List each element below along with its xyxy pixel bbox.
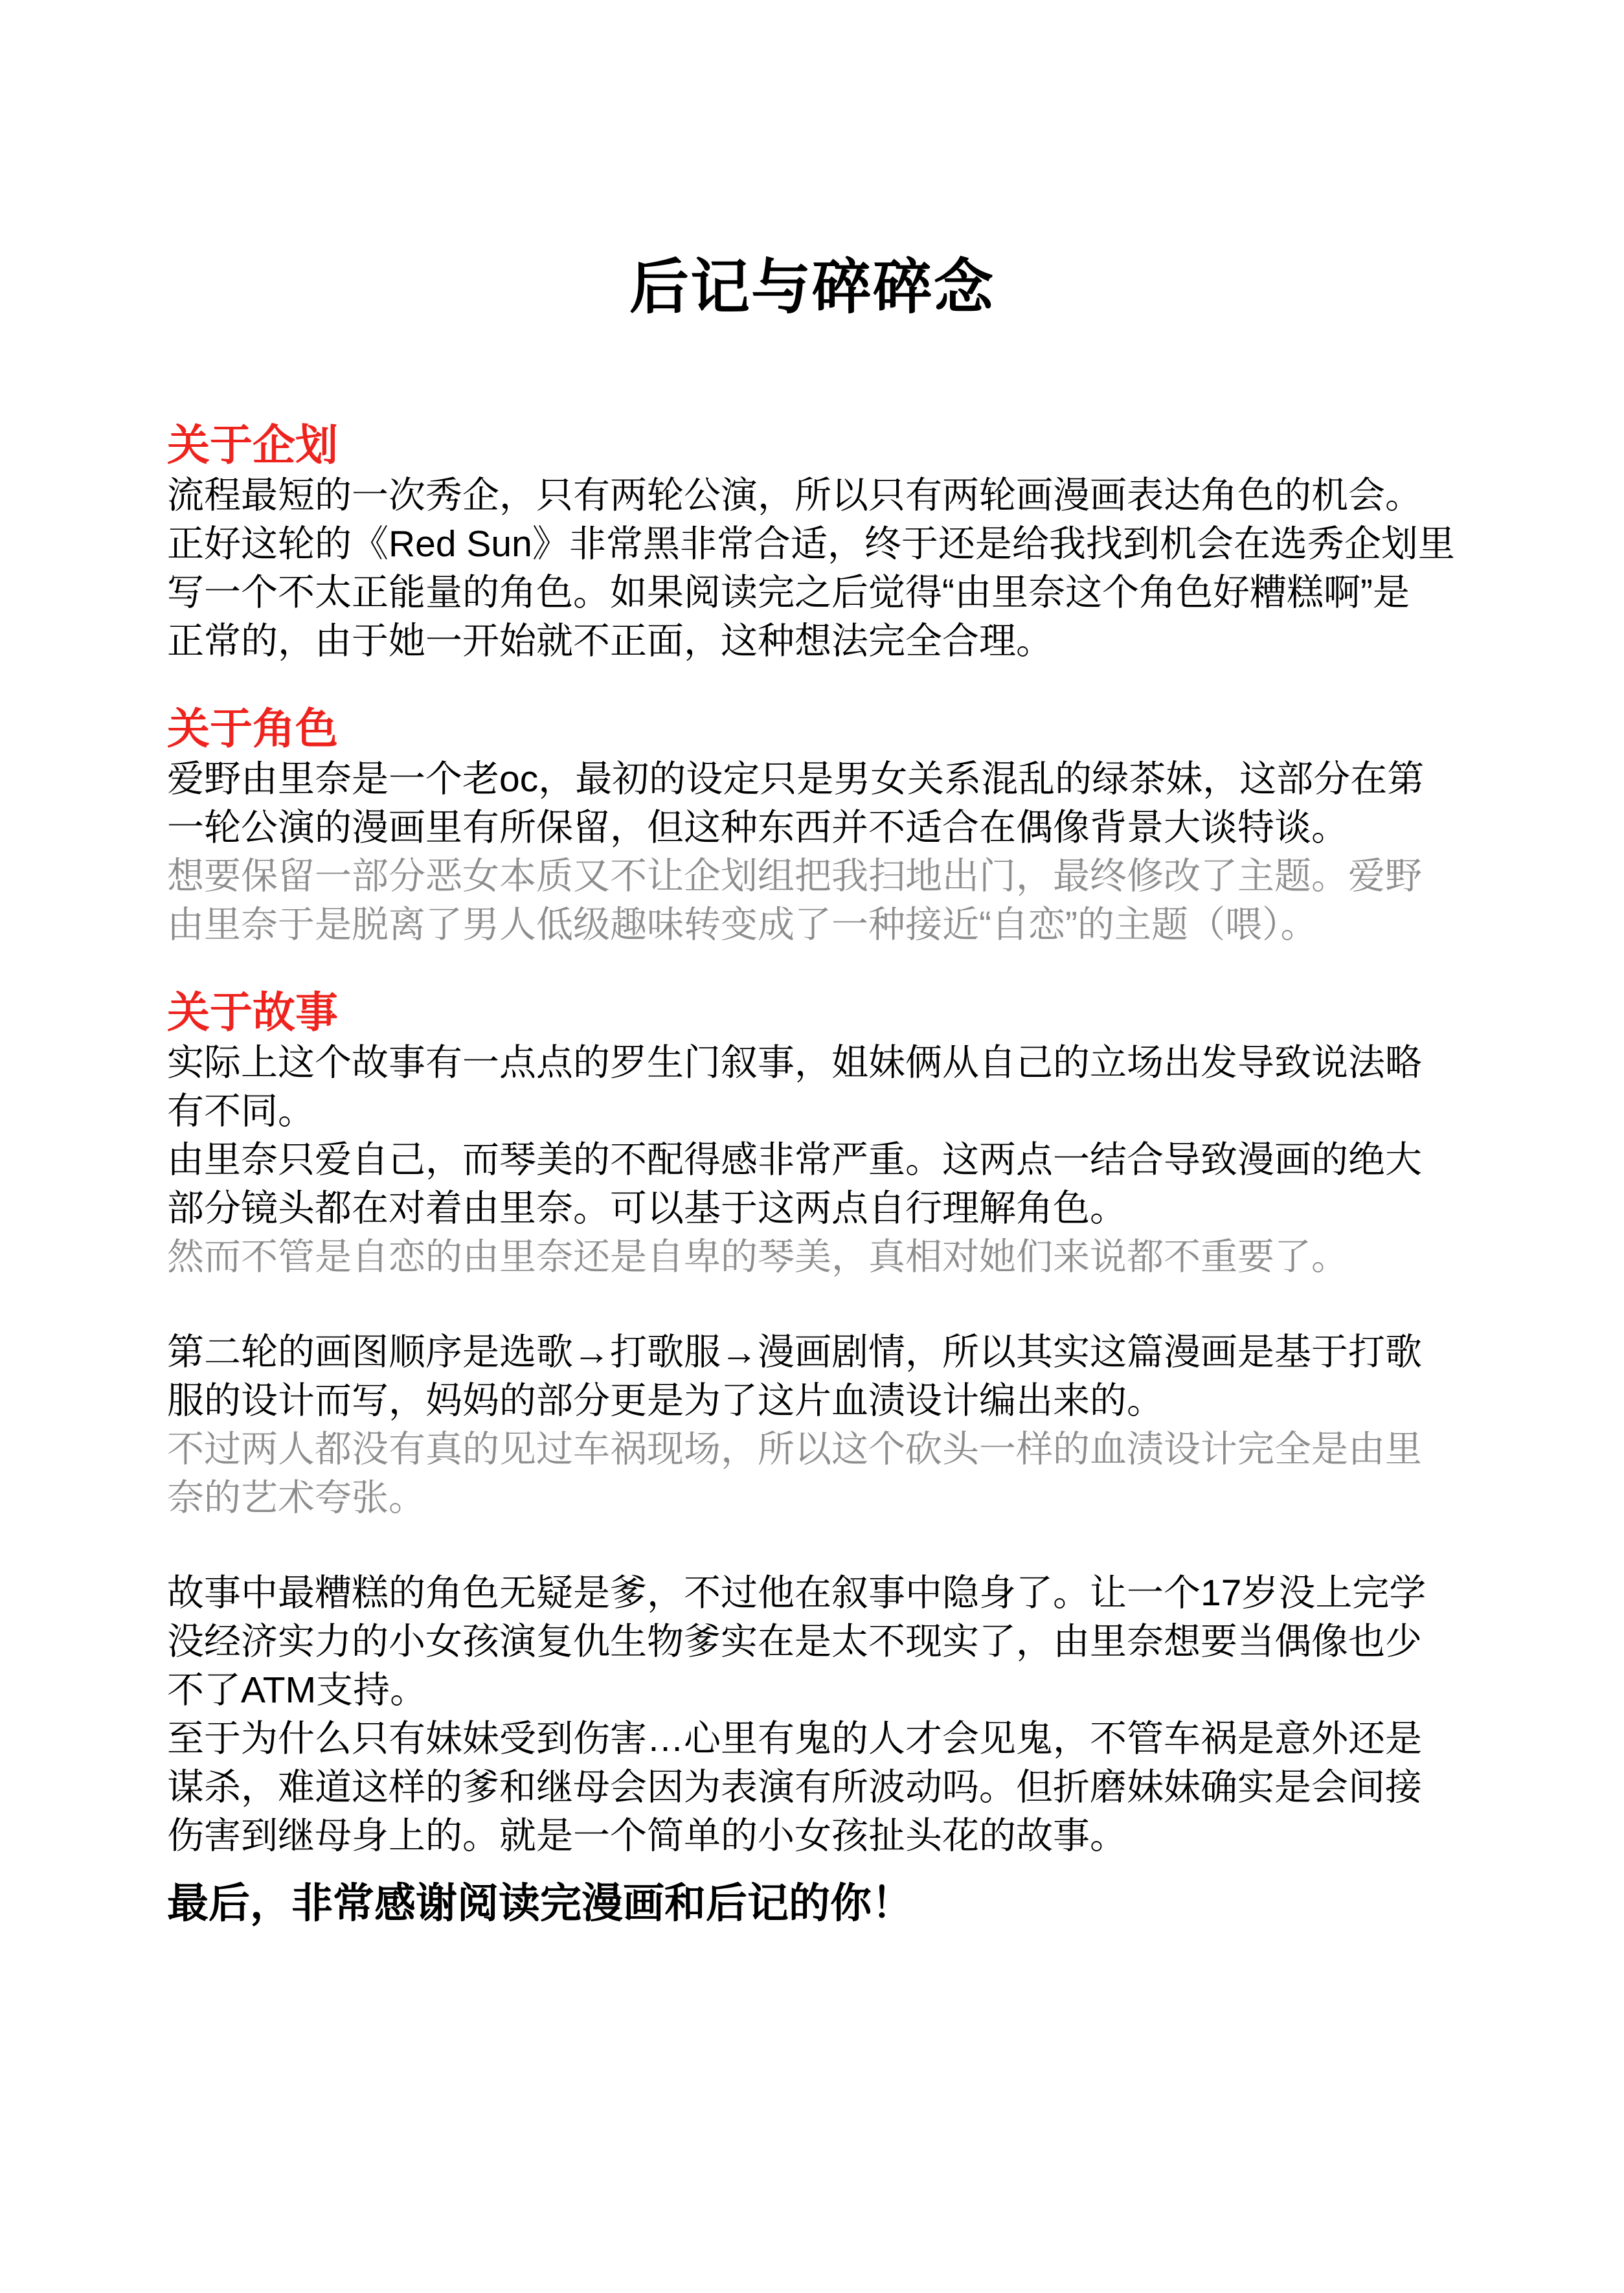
text-line: 第二轮的画图顺序是选歌→打歌服→漫画剧情，所以其实这篇漫画是基于打歌 [167,1331,1422,1373]
text-line: 一轮公演的漫画里有所保留，但这种东西并不适合在偶像背景大谈特谈。 [167,807,1348,848]
text-line: 流程最短的一次秀企，只有两轮公演，所以只有两轮画漫画表达角色的机会。 [167,475,1422,516]
section-about-character [167,707,1462,949]
text-line: 有不同。 [167,1090,315,1132]
paragraph [167,1569,1462,1860]
section-about-story [167,988,1462,1860]
text-line: 伤害到继母身上的。就是一个简单的小女孩扯头花的故事。 [167,1815,1127,1857]
closing-line: 最后，非常感谢阅读完漫画和后记的你！ [167,1880,913,1926]
text-line-muted: 由里奈于是脱离了男人低级趣味转变成了一种接近“自恋”的主题（喂）。 [167,904,1318,945]
text-line-muted: 然而不管是自恋的由里奈还是自卑的琴美，真相对她们来说都不重要了。 [167,1236,1348,1278]
text-line: 至于为什么只有妹妹受到伤害…心里有鬼的人才会见鬼，不管车祸是意外还是 [167,1718,1422,1759]
text-line-muted: 奈的艺术夸张。 [167,1477,425,1519]
paragraph [167,755,1462,949]
paragraph [167,1039,1462,1282]
text-line: 由里奈只爱自己，而琴美的不配得感非常严重。这两点一结合导致漫画的绝大 [167,1139,1422,1180]
text-line: 故事中最糟糕的角色无疑是爹，不过他在叙事中隐身了。让一个17岁没上完学 [167,1572,1427,1614]
text-line: 实际上这个故事有一点点的罗生门叙事，姐妹俩从自己的立场出发导致说法略 [167,1042,1422,1083]
text-line-muted: 想要保留一部分恶女本质又不让企划组把我扫地出门，最终修改了主题。爱野 [167,855,1422,897]
paragraph [167,471,1462,666]
text-line: 正常的，由于她一开始就不正面，这种想法完全合理。 [167,620,1053,662]
text-line: 服的设计而写，妈妈的部分更是为了这片血渍设计编出来的。 [167,1380,1164,1421]
heading-about-character: 关于角色 [167,705,338,752]
section-about-project [167,421,1462,666]
text-line: 爱野由里奈是一个老oc，最初的设定只是男女关系混乱的绿茶妹，这部分在第 [167,758,1425,800]
page-content [0,421,1624,1928]
text-line-muted: 不过两人都没有真的见过车祸现场，所以这个砍头一样的血渍设计完全是由里 [167,1429,1422,1470]
page-title: 后记与碎碎念 [629,254,995,321]
heading-about-project: 关于企划 [167,421,338,469]
text-line: 谋杀，难道这样的爹和继母会因为表演有所波动吗。但折磨妹妹确实是会间接 [167,1767,1422,1808]
text-line: 部分镜头都在对着由里奈。可以基于这两点自行理解角色。 [167,1188,1127,1229]
text-line: 写一个不太正能量的角色。如果阅读完之后觉得“由里奈这个角色好糟糕啊”是 [167,572,1410,613]
paragraph [167,1328,1462,1522]
heading-about-story: 关于故事 [167,988,338,1036]
text-line: 不了ATM支持。 [167,1669,427,1711]
text-line: 正好这轮的《Red Sun》非常黑非常合适，终于还是给我找到机会在选秀企划里 [167,523,1455,565]
text-line: 没经济实力的小女孩演复仇生物爹实在是太不现实了，由里奈想要当偶像也少 [167,1621,1422,1662]
